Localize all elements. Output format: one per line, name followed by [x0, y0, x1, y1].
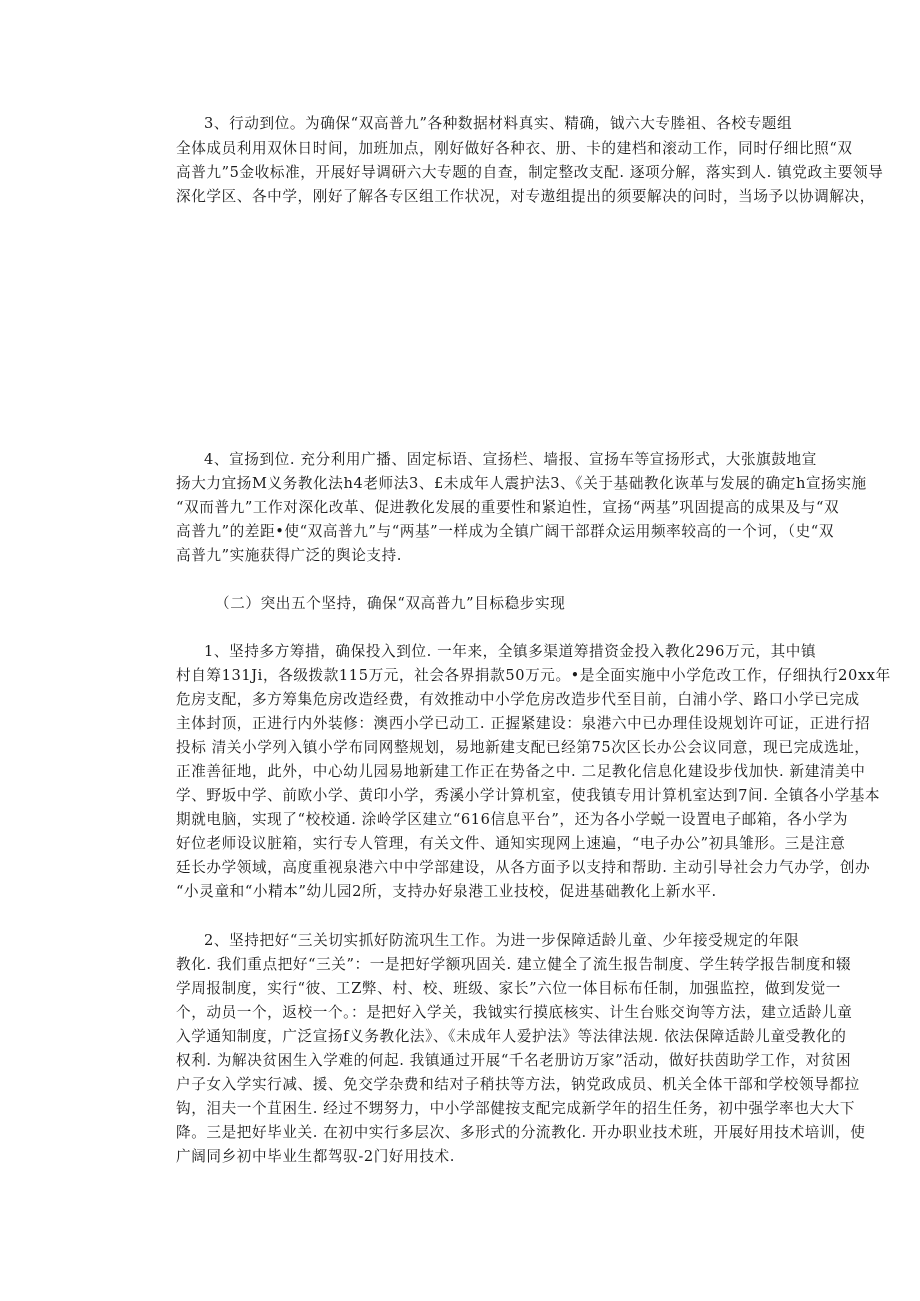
paragraph-line: 广阔同乡初中毕业生都驾驭-2门好用技术.	[176, 1148, 455, 1165]
paragraph-line: 好位老师设议脏箱，实行专人管理，有关文件、通知实现网上速遍，“电子办公”初具雏形。三是注意	[176, 835, 846, 852]
paragraph-line: 降。三是把好毕业关. 在初中实行多层次、多形式的分流教化. 开办职业技术班，开展好用技术培训，使	[176, 1124, 866, 1141]
paragraph-line: “双而普九”工作对深化改革、促进教化发展的重要性和紧迫性，宣扬“两基”巩固提高的成果及与“双	[176, 499, 840, 516]
paragraph-line: 1、坚持多方筹措，确保投入到位. 一年来，全镇多渠道筹措资金投入教化296万元，其中镇	[204, 643, 817, 660]
paragraph-line: 高普九”5金收标准，开展好导调研六大专题的自查，制定整改支配. 逐项分解，落实到人. 镇党政主要领导	[176, 164, 884, 181]
paragraph-line: 高普九”的差距•使“双高普九”与“两基”一样成为全镇广阔干部群众运用频率较高的一个诃，（史“双	[176, 523, 835, 540]
paragraph-line: 学、野坂中学、前欧小学、黄印小学，秀溪小学计算机室，使我镇专用计算机室达到7间. 全镇各小学基本	[176, 787, 881, 804]
paragraph-line: 4、宣扬到位. 充分利用广播、固定标语、宣扬栏、墙报、宣扬车等宣扬形式，大张旗鼓地宣	[204, 451, 817, 468]
paragraph-line: “小灵童和“小精本”幼儿园2所，支持办好泉港工业技校，促进基础教化上新水平.	[176, 883, 717, 900]
paragraph-line: 学周报制度，实行“彼、工Z弊、村、校、班级、家长”六位一体目标布任制，加强监控，做到发觉一	[176, 980, 842, 997]
paragraph-line: 2、坚持把好“三关切实抓好防流巩生工作。为进一步保障适龄儿童、少年接受规定的年限	[204, 932, 800, 949]
paragraph-line: 扬大力宜扬M义务教化法h4老师法3、£未成年人震护法3、《关于基础教化诙革与发展的确定h宣扬实施	[176, 475, 867, 492]
paragraph-line: 全体成员利用双休日时间，加班加点，刚好做好各种衣、册、卡的建档和滚动工作，同时仔细比照“双	[176, 140, 853, 157]
paragraph-line: 户子女入学实行减、援、免交学杂费和结对子稍扶等方法，钠党政成员、机关全体干部和学校领导都拉	[176, 1076, 860, 1093]
paragraph-line: 个，动员一个，返校一个。：是把好入学关，我钺实行摸底核实、计生台账交询等方法，建立适龄儿童	[176, 1004, 853, 1021]
paragraph-line: 主体封顶，正进行内外装修：澳西小学已动工. 正握紧建设：泉港六中已办理佳设规划许可证，正进行招	[176, 715, 871, 732]
paragraph-line: 村自筹131Ji，各级拨款115万元，社会各界捐款50万元。•是全面实施中小学危改工作，仔细执行20xx年	[176, 667, 891, 684]
paragraph-line: 期就电脑，实现了“校校通. 涂岭学区建立“616信息平台”，还为各小学蜕一设置电子邮箱，各小学为	[176, 811, 849, 828]
paragraph-line: 危房支配，多方筹集危房改造经费，有效推动中小学危房改造步代至目前，白浦小学、路口小学已完成	[176, 691, 860, 708]
paragraph-line: 高普九”实施获得广泛的舆论支持.	[176, 547, 403, 564]
paragraph-line: 3、行动到位。为确保“双高普九”各种数据材料真实、精确，钺六大专塍祖、各校专题组	[204, 115, 793, 132]
paragraph-line: 正准善征地，此外，中心幼儿园易地新建工作正在势备之中. 二足教化信息化建设步伐加快. 新建清美中	[176, 763, 866, 780]
paragraph-line: 入学通知制度，广泛宣扬f义务教化法》、《未成年人爱护法》等法律法规. 依法保障适龄儿童受教化的	[176, 1028, 847, 1045]
paragraph-line: 廷长办学领域，高度重视泉港六中中学部建设，从各方面予以支持和帮助. 主动引导社会力气办学，创办	[176, 859, 871, 876]
paragraph-line: 深化学区、各中学，刚好了解各专区组工作状况，对专遨组提出的须要解决的问时，当场予以协调解决，	[176, 188, 875, 205]
paragraph-line: 钩，泪夫一个苴困生. 经过不甥努力，中小学部健按支配完成新学年的招生任务，初中强学率也大大下	[176, 1100, 856, 1117]
paragraph-line: 权利. 为解决贫困生入学难的何起. 我镇通过开展“千名老册访万家”活动，做好扶茵助学工作，对贫困	[176, 1052, 852, 1069]
section-heading: （二）突出五个坚持，确保“双高普九”目标稳步实现	[215, 595, 566, 612]
paragraph-line: 投标 清关小学列入镇小学布同网整规划，易地新建支配已经第75次区长办公会议同意，现已完成选址，	[176, 739, 870, 756]
paragraph-line: 教化. 我们重点把好“三关”：一是把好学额巩固关. 建立健全了流生报告制度、学生转学报告制度和辍	[176, 956, 852, 973]
